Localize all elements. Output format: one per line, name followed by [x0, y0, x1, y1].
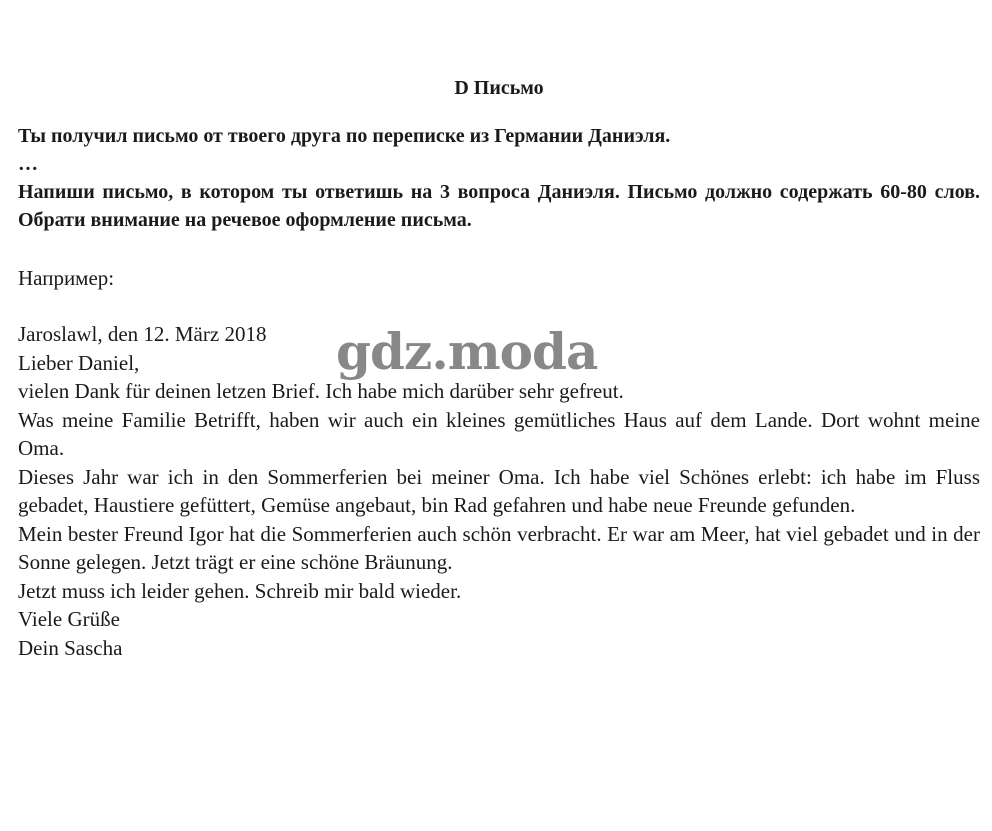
task-intro: Ты получил письмо от твоего друга по переписке из Германии Даниэля.	[18, 125, 671, 147]
letter-paragraph: Dieses Jahr war ich in den Sommerferien bei meiner Oma. Ich habe viel Schönes erlebt: ich habe im Fluss gebadet, Haustiere gefüttert, Gemüse angebaut, bin Rad gefahren und habe neue Freunde gefunden.	[18, 464, 980, 517]
example-letter	[18, 320, 980, 662]
task-block	[18, 122, 980, 234]
watermark-logo: gdz.moda	[336, 322, 598, 381]
letter-paragraph: Mein bester Freund Igor hat die Sommerferien auch schön verbracht. Er war am Meer, hat viel gebadet und in der Sonne gelegen. Jetzt trägt er eine schöne Bräunung.	[18, 521, 980, 574]
section-title: D Письмо	[454, 77, 544, 99]
task-ellipsis: …	[18, 153, 38, 175]
letter-greeting: Lieber Daniel,	[18, 350, 140, 375]
task-instruction: Напиши письмо, в котором ты ответишь на 3 вопроса Даниэля. Письмо должно содержать 60-80 слов. Обрати внимание на речевое оформление письма.	[18, 181, 980, 231]
example-label: Например:	[18, 266, 115, 290]
letter-signature: Dein Sascha	[18, 635, 123, 660]
document-page	[18, 74, 980, 662]
letter-date-line: Jaroslawl, den 12. März 2018	[18, 322, 267, 346]
letter-paragraph: Jetzt muss ich leider gehen. Schreib mir bald wieder.	[18, 578, 462, 603]
letter-closing: Viele Grüße	[18, 607, 120, 631]
letter-paragraph: Was meine Familie Betrifft, haben wir auch ein kleines gemütliches Haus auf dem Lande. Dort wohnt meine Oma.	[18, 407, 980, 460]
letter-paragraph: vielen Dank für deinen letzen Brief. Ich habe mich darüber sehr gefreut.	[18, 379, 624, 403]
